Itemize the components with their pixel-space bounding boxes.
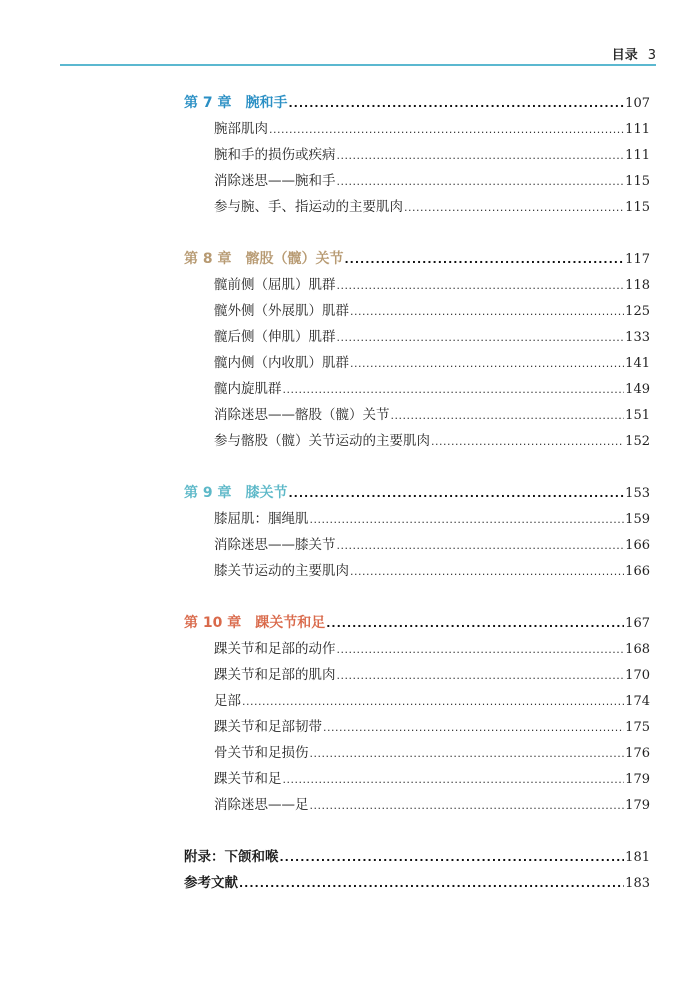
toc-entry[interactable] — [184, 142, 650, 168]
entry-label: 膝屈肌：腘绳肌 — [214, 511, 309, 527]
dot-leader — [242, 689, 624, 715]
section-gap — [184, 454, 650, 480]
dot-leader — [289, 91, 625, 117]
dot-leader — [280, 845, 625, 871]
dot-leader — [337, 637, 625, 663]
toc-entry[interactable] — [184, 194, 650, 220]
dot-leader — [345, 247, 625, 273]
chapter-row-10[interactable] — [184, 610, 650, 636]
entry-page: 125 — [625, 304, 650, 319]
chapter-number: 第 8 章 — [184, 251, 232, 267]
section-gap — [184, 584, 650, 610]
page-header — [0, 0, 700, 70]
entry-page: 168 — [625, 642, 650, 657]
chapter-heading — [184, 480, 288, 506]
section-gap — [184, 220, 650, 246]
entry-page: 149 — [625, 382, 650, 397]
header-rule — [60, 64, 656, 66]
entry-page: 115 — [625, 174, 650, 189]
dot-leader — [269, 117, 624, 143]
chapter-page: 117 — [625, 252, 650, 267]
entry-page: 118 — [625, 278, 650, 293]
dot-leader — [326, 611, 624, 637]
dot-leader — [350, 351, 624, 377]
toc-entry[interactable] — [184, 740, 650, 766]
dot-leader — [404, 195, 624, 221]
dot-leader — [337, 169, 625, 195]
entry-label: 踝关节和足 — [214, 771, 282, 787]
dot-leader — [239, 871, 624, 897]
chapter-heading — [184, 610, 325, 636]
chapter-number: 第 9 章 — [184, 485, 232, 501]
entry-label: 踝关节和足部的肌肉 — [214, 667, 336, 683]
toc-entry[interactable] — [184, 714, 650, 740]
entry-label: 参与腕、手、指运动的主要肌肉 — [214, 199, 403, 215]
toc-entry[interactable] — [184, 168, 650, 194]
toc-entry[interactable] — [184, 688, 650, 714]
entry-page: 175 — [625, 720, 650, 735]
toc-entry[interactable] — [184, 376, 650, 402]
entry-label: 参与髂股（髋）关节运动的主要肌肉 — [214, 433, 430, 449]
entry-page: 111 — [625, 148, 650, 163]
dot-leader — [283, 767, 625, 793]
entry-page: 133 — [625, 330, 650, 345]
dot-leader — [323, 715, 624, 741]
entry-label: 腕部肌肉 — [214, 121, 268, 137]
entry-label: 消除迷思——膝关节 — [214, 537, 336, 553]
entry-page: 170 — [625, 668, 650, 683]
chapter-row-8[interactable] — [184, 246, 650, 272]
entry-page: 159 — [625, 512, 650, 527]
dot-leader — [337, 533, 625, 559]
appendix-label: 附录：下颌和喉 — [184, 849, 279, 865]
entry-page: 115 — [625, 200, 650, 215]
dot-leader — [310, 507, 625, 533]
chapter-title: 髂股（髋）关节 — [245, 251, 344, 267]
chapter-row-7[interactable] — [184, 90, 650, 116]
toc-entry[interactable] — [184, 792, 650, 818]
toc-entry[interactable] — [184, 558, 650, 584]
dot-leader — [289, 481, 625, 507]
chapter-title: 踝关节和足 — [255, 615, 326, 631]
entry-label: 髋后侧（伸肌）肌群 — [214, 329, 336, 345]
dot-leader — [283, 377, 625, 403]
dot-leader — [337, 325, 625, 351]
entry-page: 152 — [625, 434, 650, 449]
chapter-page: 107 — [625, 96, 650, 111]
entry-page: 166 — [625, 564, 650, 579]
entry-page: 176 — [625, 746, 650, 761]
dot-leader — [337, 143, 625, 169]
toc-entry[interactable] — [184, 532, 650, 558]
toc-entry[interactable] — [184, 324, 650, 350]
toc-entry[interactable] — [184, 402, 650, 428]
entry-label: 消除迷思——足 — [214, 797, 309, 813]
entry-label: 足部 — [214, 693, 241, 709]
entry-label: 踝关节和足部韧带 — [214, 719, 322, 735]
chapter-row-9[interactable] — [184, 480, 650, 506]
toc-entry[interactable] — [184, 272, 650, 298]
entry-page: 174 — [625, 694, 650, 709]
toc-entry[interactable] — [184, 506, 650, 532]
dot-leader — [310, 793, 625, 819]
toc-entry[interactable] — [184, 116, 650, 142]
section-gap — [184, 818, 650, 844]
chapter-heading — [184, 246, 344, 272]
dot-leader — [350, 299, 624, 325]
running-header — [612, 44, 656, 63]
entry-label: 髋内侧（内收肌）肌群 — [214, 355, 349, 371]
entry-page: 166 — [625, 538, 650, 553]
chapter-title: 腕和手 — [245, 95, 288, 111]
chapter-page: 153 — [625, 486, 650, 501]
entry-label: 骨关节和足损伤 — [214, 745, 309, 761]
toc-entry[interactable] — [184, 766, 650, 792]
appendix-page: 181 — [625, 850, 650, 865]
entry-label: 消除迷思——髂股（髋）关节 — [214, 407, 390, 423]
toc-entry[interactable] — [184, 298, 650, 324]
chapter-page: 167 — [625, 616, 650, 631]
references-label: 参考文献 — [184, 875, 238, 891]
section-title: 目录 — [611, 48, 638, 63]
dot-leader — [337, 663, 625, 689]
dot-leader — [391, 403, 625, 429]
entry-page: 141 — [625, 356, 650, 371]
toc-entry[interactable] — [184, 350, 650, 376]
entry-label: 膝关节运动的主要肌肉 — [214, 563, 349, 579]
dot-leader — [337, 273, 625, 299]
appendix-row[interactable] — [184, 844, 650, 870]
chapter-title: 膝关节 — [245, 485, 288, 501]
chapter-number: 第 7 章 — [184, 95, 232, 111]
entry-page: 151 — [625, 408, 650, 423]
entry-label: 髋前侧（屈肌）肌群 — [214, 277, 336, 293]
entry-label: 腕和手的损伤或疾病 — [214, 147, 336, 163]
entry-label: 髋外侧（外展肌）肌群 — [214, 303, 349, 319]
toc-entry[interactable] — [184, 428, 650, 454]
dot-leader — [350, 559, 624, 585]
toc-entry[interactable] — [184, 636, 650, 662]
entry-page: 111 — [625, 122, 650, 137]
entry-label: 踝关节和足部的动作 — [214, 641, 336, 657]
chapter-heading — [184, 90, 288, 116]
entry-label: 消除迷思——腕和手 — [214, 173, 336, 189]
chapter-number: 第 10 章 — [184, 615, 242, 631]
entry-page: 179 — [625, 772, 650, 787]
toc-entry[interactable] — [184, 662, 650, 688]
entry-label: 髋内旋肌群 — [214, 381, 282, 397]
entry-page: 179 — [625, 798, 650, 813]
dot-leader — [310, 741, 625, 767]
references-page: 183 — [625, 876, 650, 891]
dot-leader — [431, 429, 624, 455]
table-of-contents — [184, 90, 650, 896]
page-number: 3 — [647, 48, 656, 63]
references-row[interactable] — [184, 870, 650, 896]
